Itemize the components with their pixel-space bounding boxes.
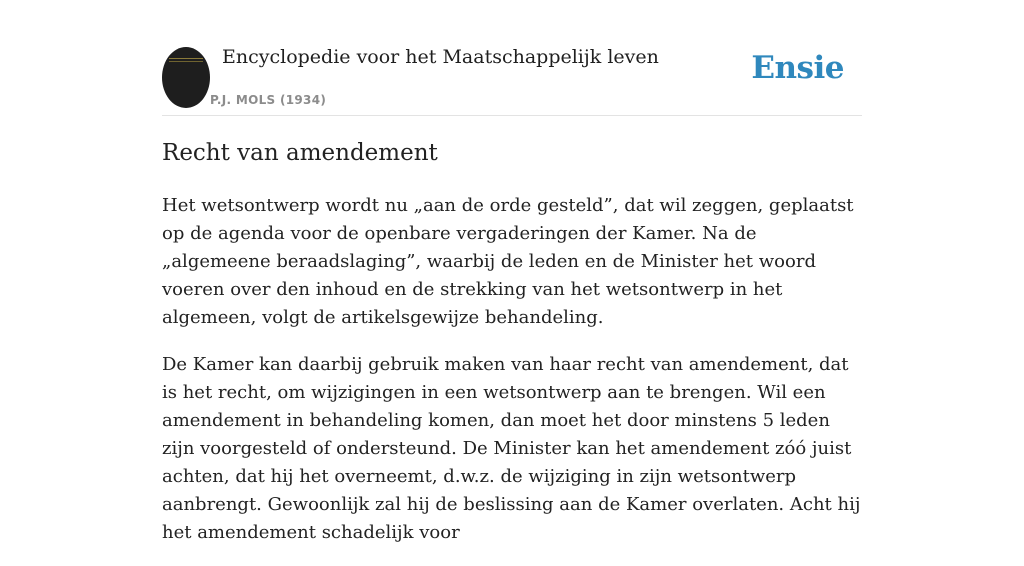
- article-paragraph: Het wetsontwerp wordt nu „aan de orde gesteld”, dat wil zeggen, geplaatst op de agenda voor de openbare vergaderingen der Kamer. Na de „algemeene beraadslaging”, waarbij de leden en de Minister het woord voeren over den inhoud en de strekking van het wetsontwerp in het algemeen, volgt de artikelsgewijze behandeling.: [162, 195, 854, 328]
- book-title[interactable]: Encyclopedie voor het Maatschappelijk leven: [222, 46, 659, 68]
- author-label: P.J. MOLS (1934): [210, 93, 327, 107]
- article-paragraph: De Kamer kan daarbij gebruik maken van haar recht van amendement, dat is het recht, om wijzigingen in een wetsontwerp aan te brengen. Wil een amendement in behandeling komen, dan moet het door minstens 5 leden zijn voorgesteld of ondersteund. De Minister kan het amendement zóó juist achten, dat hij het overneemt, d.w.z. de wijziging in zijn wetsontwerp aanbrengt. Gewoonlijk zal hij de beslissing aan de Kamer overlaten. Acht hij het amendement schadelijk voor: [162, 354, 861, 543]
- book-cover-thumbnail[interactable]: [162, 47, 210, 108]
- article-title: Recht van amendement: [162, 140, 438, 166]
- ensie-logo[interactable]: Ensie: [751, 50, 844, 86]
- article-body: [162, 192, 862, 566]
- cover-lettering: [169, 58, 203, 59]
- header: [162, 0, 862, 116]
